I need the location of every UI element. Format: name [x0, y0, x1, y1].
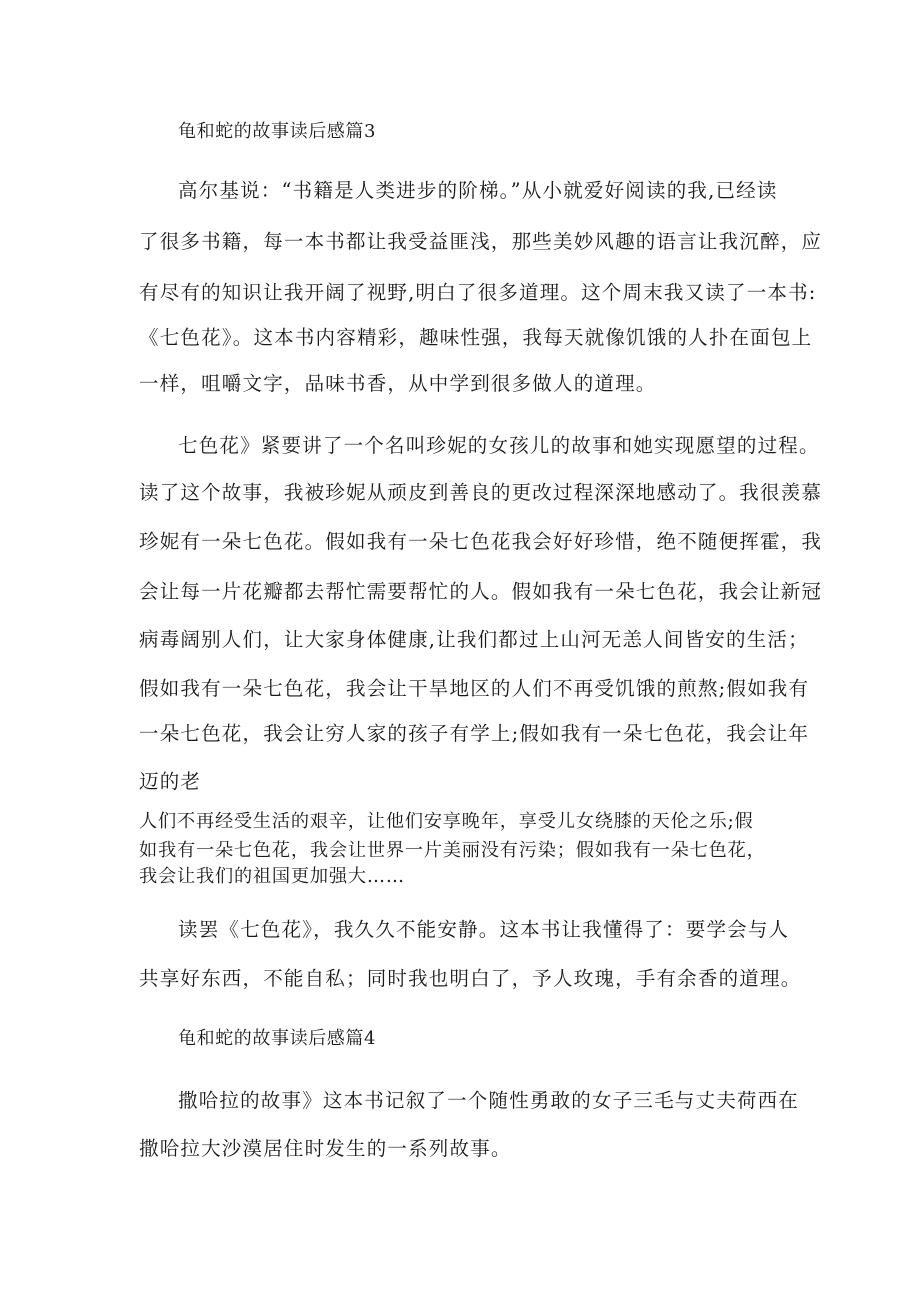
section-heading-3: 龟和蛇的故事读后感篇3	[178, 121, 377, 142]
paragraph-line: 假如我有一朵七色花，我会让干旱地区的人们不再受饥饿的煎熬;假如我有	[139, 677, 810, 700]
paragraph-line: 一样，咀嚼文字，品味书香，从中学到很多做人的道理。	[139, 372, 657, 395]
paragraph-line: 共享好东西，不能自私；同时我也明白了，予人玫瑰，手有余香的道理。	[139, 967, 802, 990]
paragraph-line: 《七色花》。这本书内容精彩，趣味性强，我每天就像饥饿的人扑在面包上	[139, 326, 813, 349]
paragraph-line: 有尽有的知识让我开阔了视野,明白了很多道理。这个周末我又读了一本书:	[139, 281, 817, 304]
paragraph-line: 了很多书籍，每一本书都让我受益匪浅，那些美妙风趣的语言让我沉醉，应	[139, 230, 823, 253]
paragraph-line: 撒哈拉的故事》这本书记叙了一个随性勇敢的女子三毛与丈夫荷西在	[178, 1089, 800, 1112]
paragraph-line: 读了这个故事，我被珍妮从顽皮到善良的更改过程深深地感动了。我很羡慕	[139, 481, 823, 504]
paragraph-line: 我会让我们的祖国更加强大……	[139, 866, 405, 887]
paragraph-line: 如我有一朵七色花，我会让世界一片美丽没有污染；假如我有一朵七色花，	[139, 840, 766, 861]
paragraph-line: 会让每一片花瓣都去帮忙需要帮忙的人。假如我有一朵七色花，我会让新冠	[139, 580, 823, 603]
paragraph-line: 迈的老	[139, 770, 202, 793]
paragraph-line: 病毒阔别人们，让大家身体健康,让我们都过上山河无恙人间皆安的生活；	[139, 628, 809, 651]
paragraph-line: 七色花》紧要讲了一个名叫珍妮的女孩儿的故事和她实现愿望的过程。	[178, 434, 820, 457]
paragraph-line: 一朵七色花，我会让穷人家的孩子有学上;假如我有一朵七色花，我会让年	[139, 722, 810, 745]
paragraph-line: 读罢《七色花》，我久久不能安静。这本书让我懂得了：要学会与人	[178, 918, 790, 941]
section-heading-4: 龟和蛇的故事读后感篇4	[178, 1028, 377, 1049]
paragraph-line: 撒哈拉大沙漠居住时发生的一系列故事。	[139, 1137, 512, 1160]
paragraph-line: 珍妮有一朵七色花。假如我有一朵七色花我会好好珍惜，绝不随便挥霍，我	[139, 530, 823, 553]
paragraph-line: 人们不再经受生活的艰辛，让他们安享晚年，享受儿女绕膝的天伦之乐;假	[139, 811, 754, 832]
paragraph-line: 高尔基说：“书籍是人类进步的阶梯。”从小就爱好阅读的我,已经读	[178, 179, 778, 202]
